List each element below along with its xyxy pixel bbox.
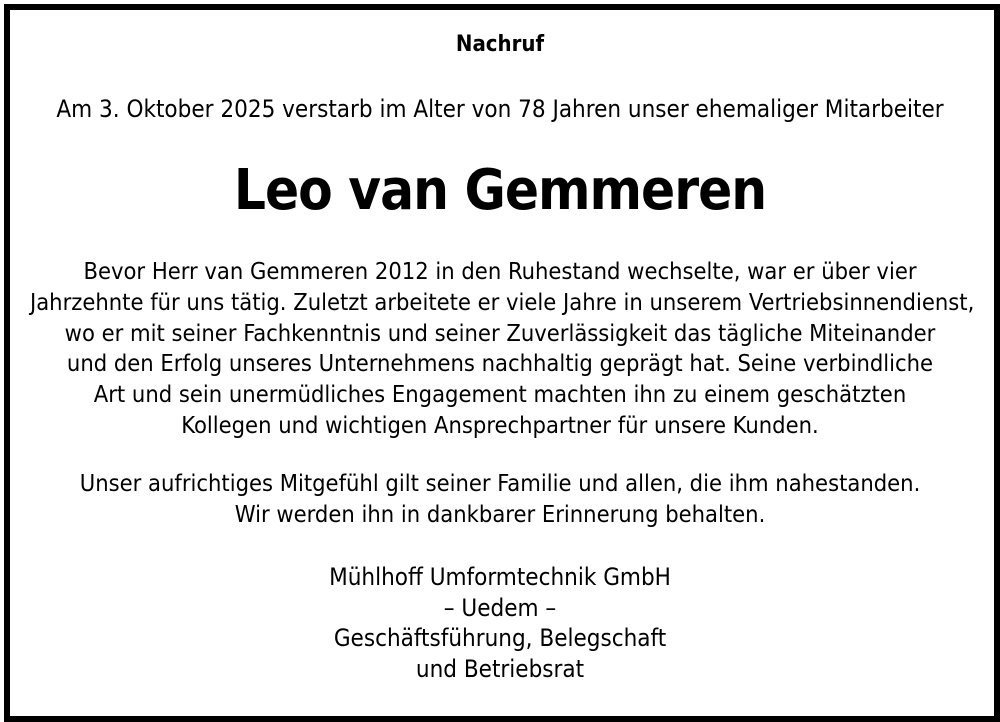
signatories-line: Geschäftsführung, Belegschaft <box>333 624 667 652</box>
tribute-line: Bevor Herr van Gemmeren 2012 in den Ruhestand wechselte, war er über vier <box>83 257 917 285</box>
condolence-paragraph <box>10 468 990 530</box>
tribute-line: Jahrzehnte für uns tätig. Zuletzt arbeitete er viele Jahre in unserem Vertriebsinnendienst, <box>30 287 975 316</box>
tribute-line: Art und sein unermüdliches Engagement machten ihn zu einem geschätzten <box>93 380 907 409</box>
intro-text: Am 3. Oktober 2025 verstarb im Alter von 78 Jahren unser ehemaliger Mitarbeiter <box>56 95 944 123</box>
condolence-line: Wir werden ihn in dankbarer Erinnerung behalten. <box>234 499 766 528</box>
company-name: Mühlhoff Umformtechnik GmbH <box>329 563 671 591</box>
deceased-name: Leo van Gemmeren <box>233 158 767 223</box>
company-location: – Uedem – <box>443 593 557 622</box>
condolence-line: Unser aufrichtiges Mitgefühl gilt seiner Familie und allen, die ihm nahestanden. <box>79 469 921 497</box>
tribute-line: und den Erfolg unseres Unternehmens nachhaltig geprägt hat. Seine verbindliche <box>66 349 934 378</box>
notice-heading: Nachruf <box>455 32 545 57</box>
tribute-line: Kollegen und wichtigen Ansprechpartner für unsere Kunden. <box>181 410 819 439</box>
signatories-line: und Betriebsrat <box>415 654 585 683</box>
signature-block <box>10 562 990 684</box>
obituary-notice <box>10 10 990 712</box>
tribute-line: wo er mit seiner Fachkenntnis und seiner Zuverlässigkeit das tägliche Miteinander <box>64 318 936 347</box>
tribute-paragraph <box>30 256 975 441</box>
